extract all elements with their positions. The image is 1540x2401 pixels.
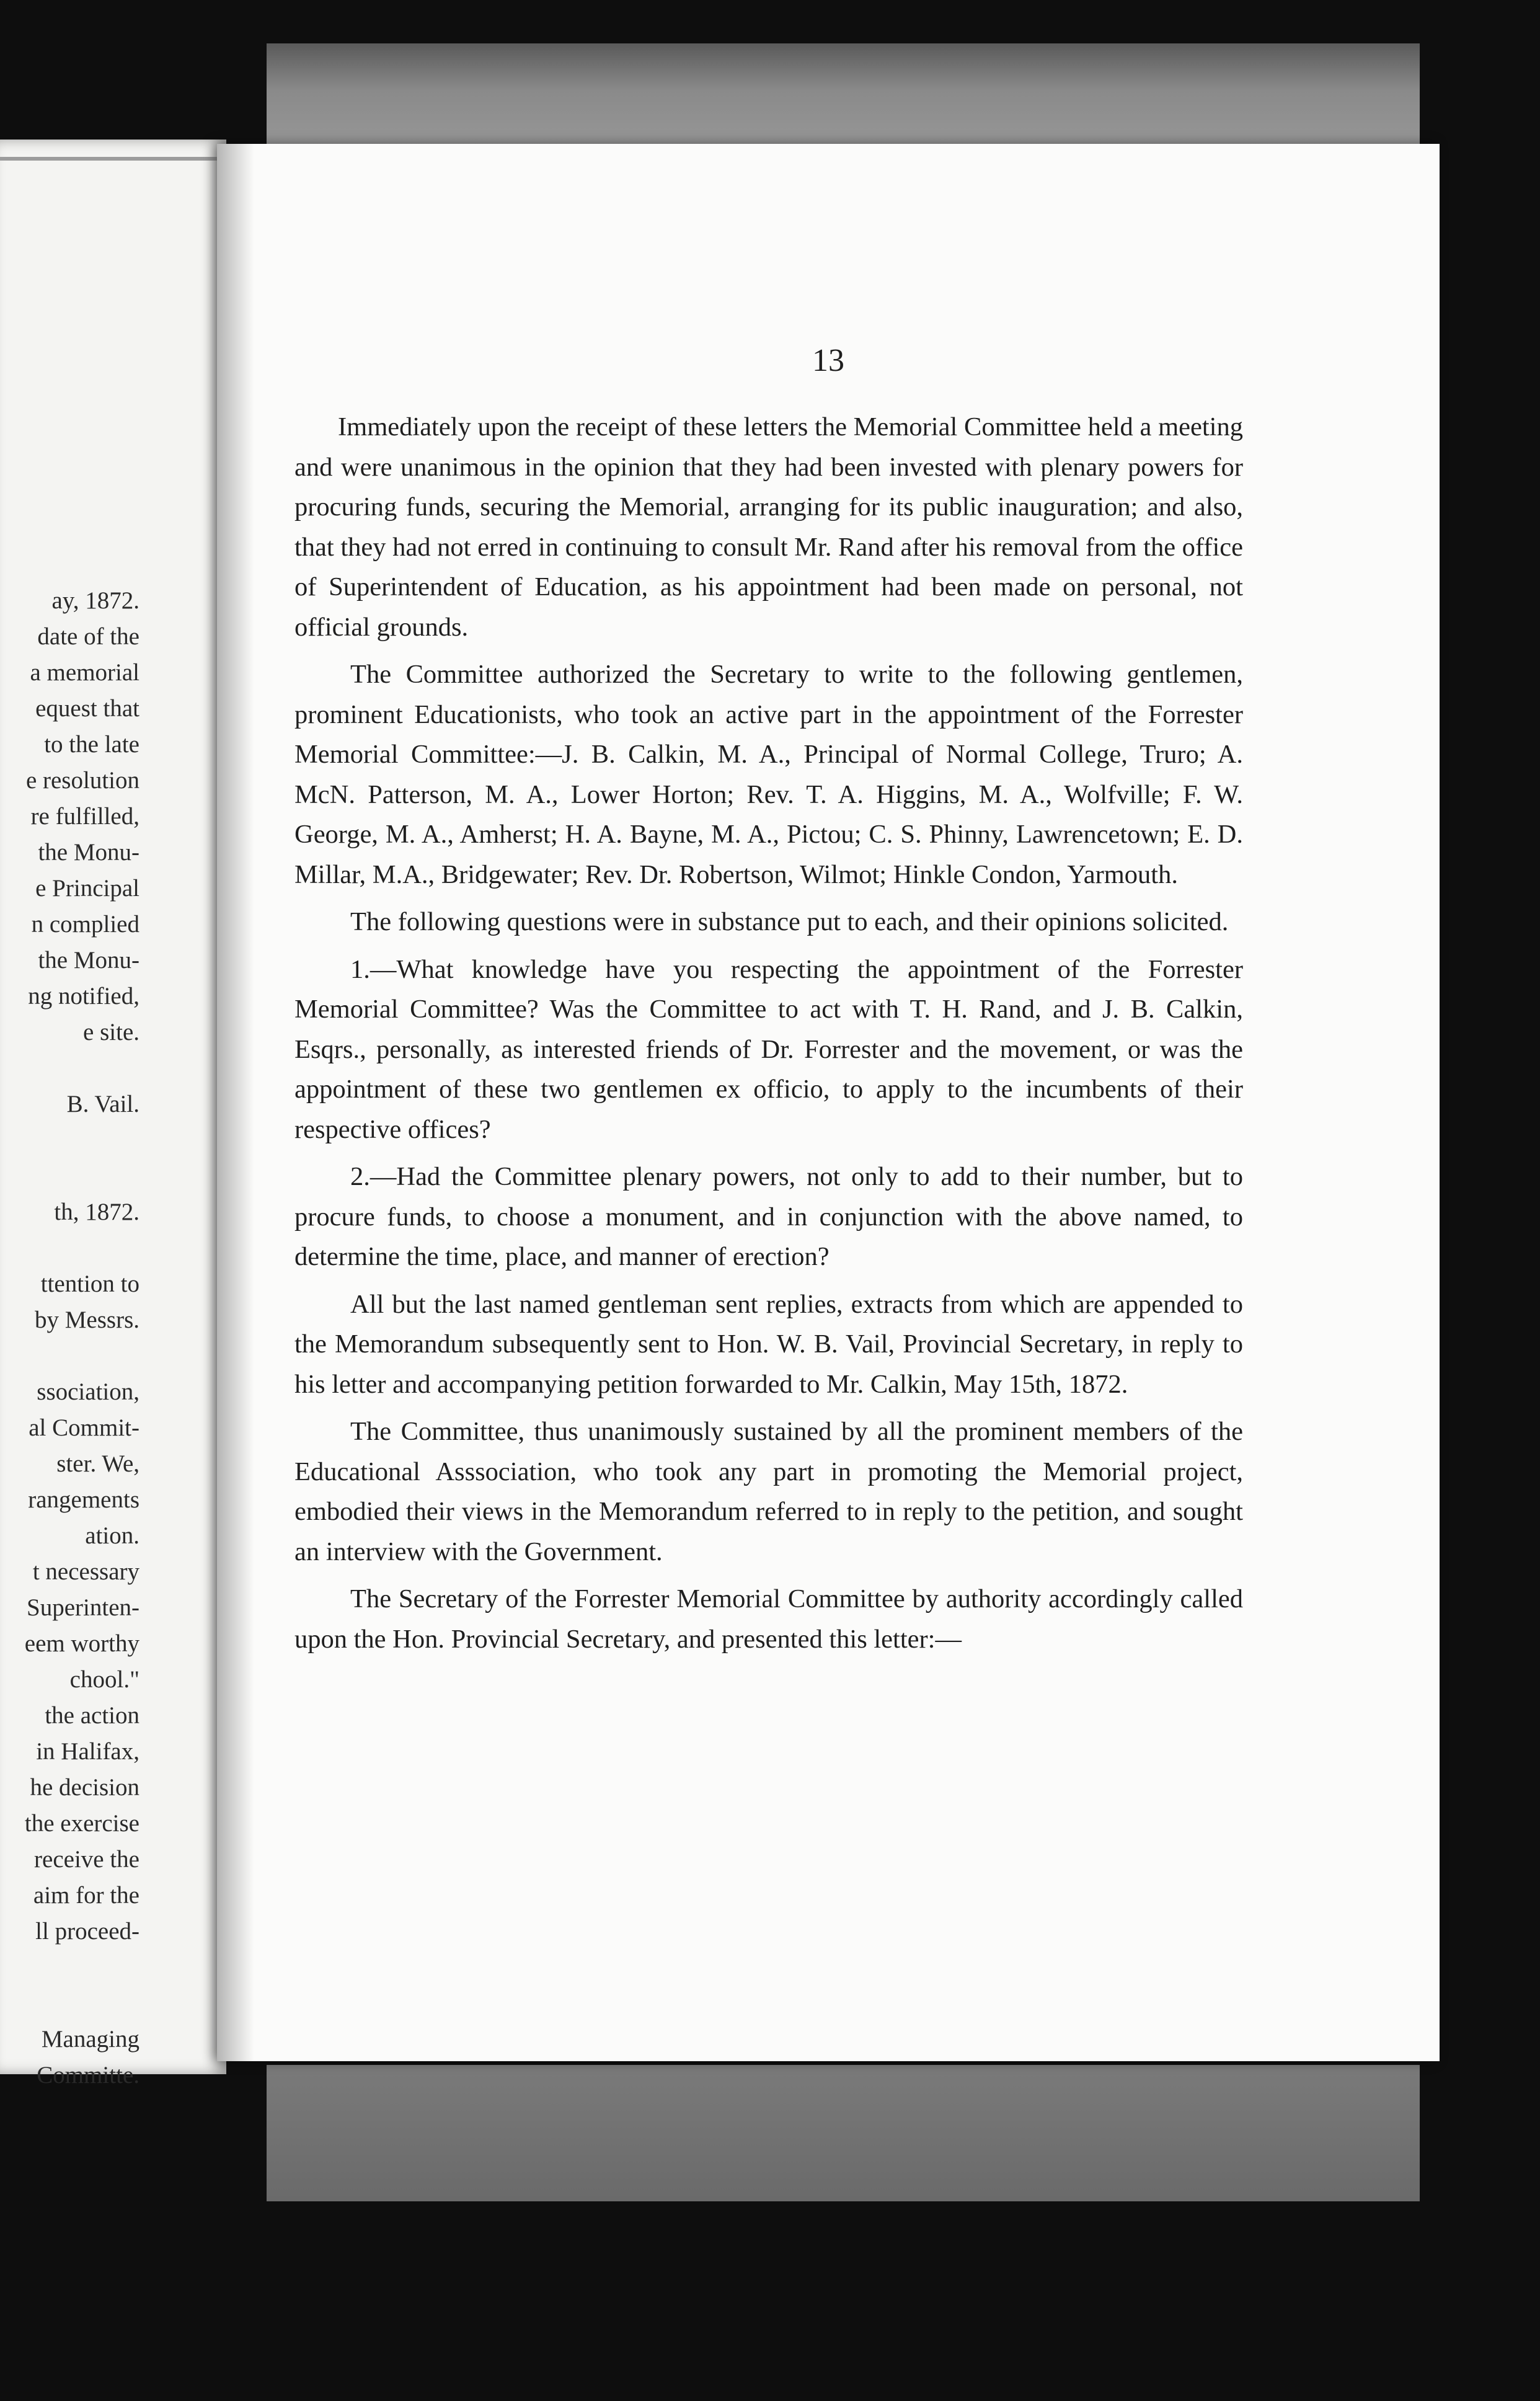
left-page-line: re fulfilled, [30,803,139,830]
left-page-line: al Commit- [29,1414,139,1441]
left-page-line: ssociation, [37,1378,139,1405]
paragraph-1: Immediately upon the receipt of these letters the Memorial Committee held a meeting and were unanimous in the opinion that they had been invested with plenary powers for procuring funds, securing the Memorial, arranging for its public inauguration; and also, that they had not erred in continuing to consult Mr. Rand after his removal from the office of Superintendent of Education, as his appointment had been made on personal, not official grounds. [294,412,1243,642]
left-page-line: to the late [44,731,139,758]
left-page-line: t necessary [32,1558,139,1585]
main-page [217,144,1440,2061]
left-page-line: chool." [69,1666,139,1693]
left-page-line: e resolution [25,767,139,794]
left-page-line: the Monu- [38,839,139,866]
left-page-line: ation. [85,1522,139,1549]
left-page-line: Superinten- [27,1594,139,1621]
left-page-line [25,1230,139,1266]
body-text [294,407,1243,1667]
left-page-line: the exercise [24,1810,139,1837]
left-page-line: B. Vail. [66,1091,139,1117]
left-page-line: aim for the [33,1882,139,1909]
left-page-line: rangements [28,1486,139,1513]
left-page-line [25,1338,139,1374]
left-page-line: Committe. [37,2062,139,2088]
left-page-line [25,1122,139,1158]
left-page-line: eem worthy [24,1630,139,1657]
left-page-line: the action [45,1702,139,1729]
scan-backdrop-bottom [267,2065,1420,2201]
left-page-line: th, 1872. [54,1199,139,1225]
left-page-line: he decision [30,1774,139,1801]
paragraph-8: The Secretary of the Forrester Memorial Committee by authority accordingly called upon the Hon. Provincial Secretary, and presented this letter:— [294,1584,1243,1654]
left-page-line: ll proceed- [35,1918,139,1945]
page-number: 13 [812,343,844,378]
left-page-line: e Principal [35,875,139,902]
left-page-line: ng notified, [28,983,139,1010]
left-page-line: Managing [41,2026,139,2053]
left-page-line [25,1950,139,1986]
left-facing-page [0,140,226,2088]
left-page-line [25,1050,139,1086]
left-page-line [25,1158,139,1194]
left-page-text [25,583,139,2093]
left-page-line: by Messrs. [34,1307,139,1333]
left-page-line: receive the [34,1846,139,1873]
paragraph-3: The following questions were in substance put to each, and their opinions solicited. [350,907,1229,936]
left-page-line: date of the [37,623,139,650]
paragraph-7: The Committee, thus unanimously sustained by all the prominent members of the Educational Asssociation, who took any part in promoting the Memorial project, embodied their views in the Memorandum referred to in reply to the petition, and sought an interview with the Government. [294,1417,1243,1566]
left-page-line: the Monu- [38,947,139,974]
left-page-line: e site. [83,1019,139,1045]
gutter-shadow [217,144,254,2061]
left-page-line [25,1986,139,2022]
left-page-line: n complied [31,911,139,938]
page-edge [0,140,226,161]
paragraph-6: All but the last named gentleman sent replies, extracts from which are appended to the Memorandum subsequently sent to Hon. W. B. Vail, Provincial Secretary, in reply to his letter and accompanying petition forwarded to Mr. Calkin, May 15th, 1872. [294,1289,1243,1399]
left-page-line: in Halifax, [36,1738,139,1765]
left-page-line: a memorial [30,659,139,686]
paragraph-5: 2.—Had the Committee plenary powers, not only to add to their number, but to procure funds, to choose a monument, and in conjunction with the above named, to determine the time, place, and manner of erection? [294,1162,1243,1271]
left-page-line: ster. We, [56,1450,139,1477]
left-page-line: ttention to [40,1271,139,1297]
left-page-line: equest that [35,695,139,722]
paragraph-2: The Committee authorized the Secretary to write to the following gentlemen, prominent Educationists, who took an active part in the appointment of the Forrester Memorial Committee:—J. B. Calkin, M. A., Principal of Normal College, Truro; A. McN. Patterson, M. A., Lower Horton; Rev. T. A. Higgins, M. A., Wolfville; F. W. George, M. A., Amherst; H. A. Bayne, M. A., Pictou; C. S. Phinny, Lawrencetown; E. D. Millar, M.A., Bridgewater; Rev. Dr. Robertson, Wilmot; Hinkle Condon, Yarmouth. [294,660,1243,889]
left-page-line: ay, 1872. [51,587,139,614]
paragraph-4: 1.—What knowledge have you respecting the appointment of the Forrester Memorial Committee? Was the Committee to act with T. H. Rand, and J. B. Calkin, Esqrs., personally, as interested friends of Dr. Forrester and the movement, or was the appointment of these two gentlemen ex officio, to apply to the incumbents of their respective offices? [294,954,1243,1144]
